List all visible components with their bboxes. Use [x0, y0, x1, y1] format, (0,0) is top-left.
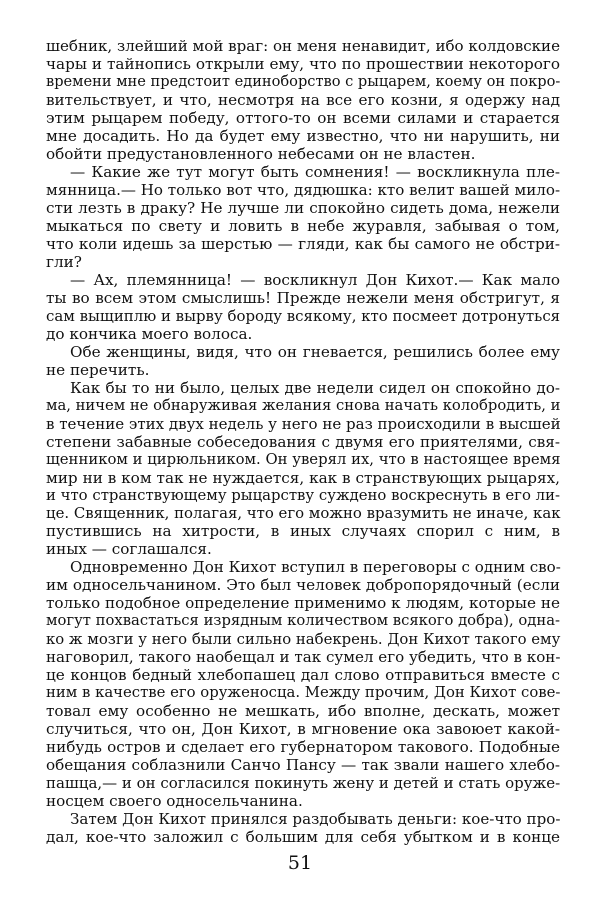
text-line: сти лезть в драку? Не лучше ли спокойно сидеть дома, нежели: [46, 198, 560, 217]
text-line: це. Священник, полагая, что его можно вразумить не иначе, как: [46, 504, 561, 523]
text-line: гли?: [46, 252, 82, 271]
text-line: иных — соглашался.: [46, 540, 212, 559]
text-line: ним в качестве его оруженосца. Между прочим, Дон Кихот сове-: [46, 684, 561, 702]
text-line: — Ах, племянница! — воскликнул Дон Кихот.— Как мало: [70, 270, 560, 289]
text-line: вительствует, и что, несмотря на все его козни, я одержу над: [46, 90, 560, 109]
page-number: 51: [287, 852, 313, 874]
text-line: мне досадить. Но да будет ему известно, что ни нарушить, ни: [46, 126, 560, 145]
text-line: мянница.— Но только вот что, дядюшка: кто велит вашей мило-: [46, 180, 561, 199]
text-line: наговорил, такого наобещал и так сумел его убедить, что в кон-: [46, 648, 561, 667]
text-line: товал ему особенно не мешкать, ибо вполне, дескать, может: [46, 702, 560, 721]
text-line: мыкаться по свету и ловить в небе журавля, забывая о том,: [46, 216, 560, 235]
text-line: могут похвастаться изрядным количеством всякого добра), одна-: [46, 612, 560, 630]
text-line: степени забавные собеседования с двумя его приятелями, свя-: [46, 432, 560, 451]
text-line: носцем своего односельчанина.: [46, 792, 303, 810]
text-line: дал, кое-что заложил с большим для себя убытком и в конце: [46, 828, 560, 846]
text-line: пашца,— и он согласился покинуть жену и детей и стать оруже-: [46, 774, 561, 793]
text-line: не перечить.: [46, 360, 150, 379]
text-line: чары и тайнопись открыли ему, что по прошествии некоторого: [46, 55, 560, 73]
text-line: сам выщиплю и вырву бороду всякому, кто посмеет дотронуться: [46, 306, 561, 325]
text-line: обойти предустановленного небесами он не властен.: [46, 144, 476, 163]
text-line: обещания соблазнили Санчо Пансу — так звали нашего хлебо-: [46, 756, 560, 775]
text-line: — Какие же тут могут быть сомнения! — воскликнула пле-: [70, 162, 560, 181]
text-line: в течение этих двух недель у него не раз происходили в высшей: [46, 414, 561, 433]
text-line: шебник, злейший мой враг: он меня ненавидит, ибо колдовские: [46, 37, 560, 55]
text-line: мир ни в ком так не нуждается, как в странствующих рыцарях,: [46, 468, 560, 487]
text-line: случиться, что он, Дон Кихот, в мгновение ока завоюет какой-: [46, 720, 560, 739]
text-line: ты во всем этом смыслишь! Прежде нежели меня обстригут, я: [46, 288, 560, 307]
text-line: что коли идешь за шерстью — гляди, как бы самого не обстри-: [46, 234, 560, 253]
text-line: Затем Дон Кихот принялся раздобывать деньги: кое-что про-: [70, 810, 561, 828]
text-line: щенником и цирюльником. Он уверял их, что в настоящее время: [46, 450, 561, 468]
text-line: этим рыцарем победу, оттого-то он всеми силами и старается: [46, 108, 560, 127]
text-line: времени мне предстоит единоборство с рыцарем, коему он покро-: [46, 73, 561, 90]
text-line: только подобное определение применимо к людям, которые не: [46, 594, 560, 613]
text-line: им односельчанином. Это был человек добропорядочный (если: [46, 576, 560, 595]
text-line: ко ж мозги у него были сильно набекрень. Дон Кихот такого ему: [46, 630, 561, 649]
text-line: Как бы то ни было, целых две недели сидел он спокойно до-: [70, 378, 560, 397]
text-line: и что странствующему рыцарству суждено воскреснуть в его ли-: [46, 486, 560, 505]
text-line: нибудь остров и сделает его губернатором такового. Подобные: [46, 738, 560, 757]
text-line: це концов бедный хлебопашец дал слово отправиться вместе с: [46, 666, 560, 685]
text-line: до кончика моего волоса.: [46, 324, 253, 343]
text-line: ма, ничем не обнаруживая желания снова начать колобродить, и: [46, 396, 561, 414]
text-line: Одновременно Дон Кихот вступил в переговоры с одним сво-: [70, 558, 561, 577]
text-line: Обе женщины, видя, что он гневается, решились более ему: [70, 342, 560, 361]
text-line: пустившись на хитрости, в иных случаях спорил с ним, в: [46, 522, 560, 541]
